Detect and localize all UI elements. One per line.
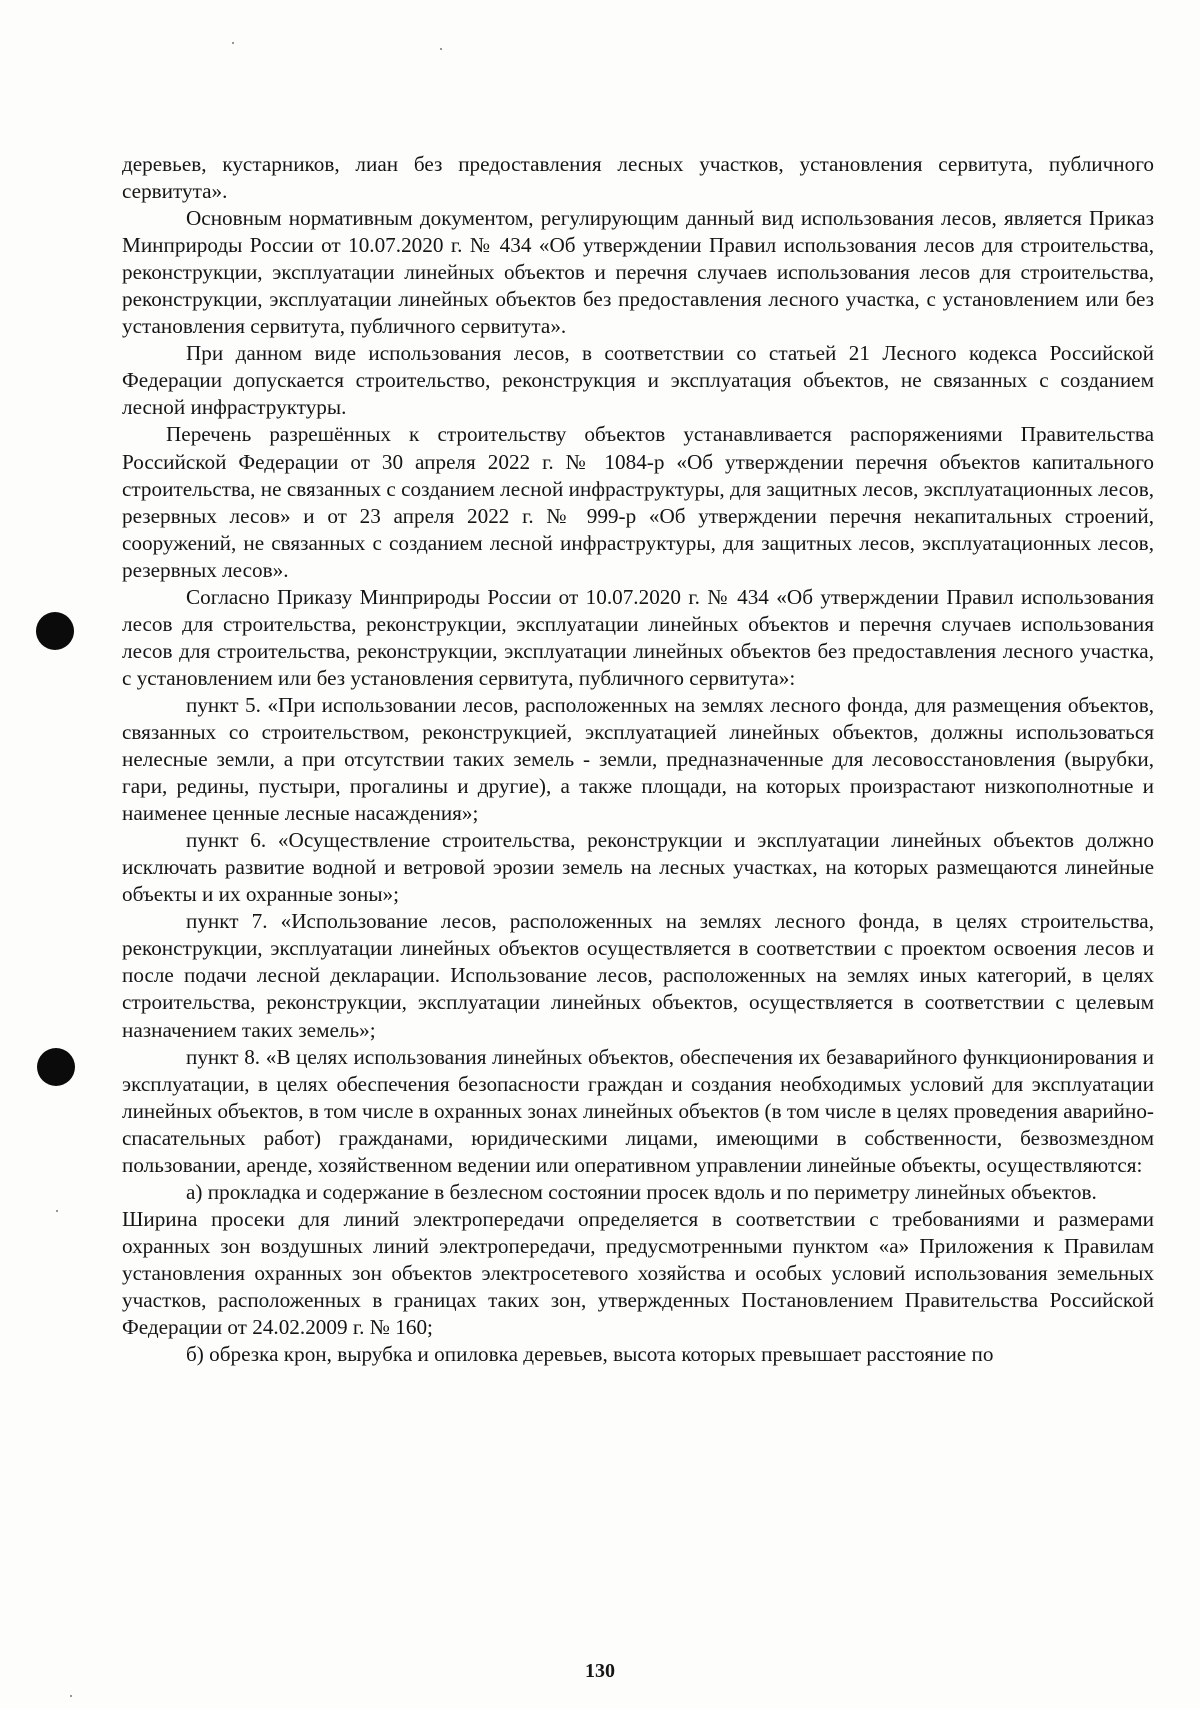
paragraph: пункт 7. «Использование лесов, расположенных на землях лесного фонда, в целях строительства, реконструкции, эксплуатации линейных объектов осуществляется в соответствии с проектом освоения лесов и после подачи лесной декларации. Использование лесов, расположенных на землях иных категорий, в целях строительства, реконструкции, эксплуатации линейных объектов, осуществляется в соответствии с целевым назначением таких земель»; <box>122 909 1154 1042</box>
binder-hole-mark <box>36 612 74 650</box>
paragraph: пункт 6. «Осуществление строительства, реконструкции и эксплуатации линейных объектов должно исключать развитие водной и ветровой эрозии земель на лесных участках, на которых размещаются линейные объекты и их охранные зоны»; <box>122 828 1154 907</box>
paragraph: а) прокладка и содержание в безлесном состоянии просек вдоль и по периметру линейных объектов. <box>186 1179 1097 1204</box>
paragraph: деревьев, кустарников, лиан без предоставления лесных участков, установления сервитута, публичного сервитута». <box>122 152 1154 204</box>
scan-speck <box>440 48 442 50</box>
paragraph: пункт 5. «При использовании лесов, расположенных на землях лесного фонда, для размещения объектов, связанных со строительством, реконструкцией, эксплуатацией линейных объектов, должны использоваться нелесные земли, а при отсутствии таких земель - земли, предназначенные для лесовосстановления (вырубки, гари, редины, пустыри, прогалины и другие), а также площади, на которых произрастают низкополнотные и наименее ценные лесные насаждения»; <box>122 692 1154 826</box>
paragraph: Перечень разрешённых к строительству объектов устанавливается распоряжениями Правительства Российской Федерации от 30 апреля 2022 г. № 1084-р «Об утверждении перечня объектов капитального строительства, не связанных с созданием лесной инфраструктуры, для защитных лесов, эксплуатационных лесов, резервных лесов» и от 23 апреля 2022 г. № 999-р «Об утверждении перечня некапитальных строений, сооружений, не связанных с созданием лесной инфраструктуры, для защитных лесов, эксплуатационных лесов, резервных лесов». <box>122 422 1154 582</box>
paragraph: б) обрезка крон, вырубка и опиловка деревьев, высота которых превышает расстояние по <box>186 1342 994 1367</box>
paragraph: При данном виде использования лесов, в соответствии со статьей 21 Лесного кодекса Российской Федерации допускается строительство, реконструкция и эксплуатация объектов, не связанных с созданием лесной инфраструктуры. <box>122 341 1154 420</box>
paragraph: пункт 8. «В целях использования линейных объектов, обеспечения их безаварийного функционирования и эксплуатации, в целях обеспечения безопасности граждан и создания необходимых условий для эксплуатации линейных объектов, в том числе в охранных зонах линейных объектов (в том числе в целях проведения аварийно-спасательных работ) гражданами, юридическими лицами, имеющими в собственности, безвозмездном пользовании, аренде, хозяйственном ведении или оперативном управлении линейные объекты, осуществляются: <box>122 1044 1154 1177</box>
paragraph: Согласно Приказу Минприроды России от 10.07.2020 г. № 434 «Об утверждении Правил использования лесов для строительства, реконструкции, эксплуатации линейных объектов и перечня случаев использования лесов для строительства, реконструкции, эксплуатации линейных объектов без предоставления лесного участка, с установлением или без установления сервитута, публичного сервитута»: <box>122 584 1154 690</box>
page-number: 130 <box>585 1660 615 1682</box>
scan-speck <box>232 42 234 44</box>
scan-speck <box>56 1210 58 1212</box>
scan-speck <box>70 1695 72 1697</box>
binder-hole-mark <box>37 1048 75 1086</box>
paragraph: Ширина просеки для линий электропередачи определяется в соответствии с требованиями и размерами охранных зон воздушных линий электропередачи, предусмотренными пунктом «а» Приложения к Правилам установления охранных зон объектов электросетевого хозяйства и особых условий использования земельных участков, расположенных в границах таких зон, утвержденных Постановлением Правительства Российской Федерации от 24.02.2009 г. № 160; <box>122 1206 1154 1340</box>
document-body <box>122 151 1154 1368</box>
paragraph: Основным нормативным документом, регулирующим данный вид использования лесов, является Приказ Минприроды России от 10.07.2020 г. № 434 «Об утверждении Правил использования лесов для строительства, реконструкции, эксплуатации линейных объектов и перечня случаев использования лесов для строительства, реконструкции, эксплуатации линейных объектов без предоставления лесного участка, с установлением или без установления сервитута, публичного сервитута». <box>122 206 1154 339</box>
